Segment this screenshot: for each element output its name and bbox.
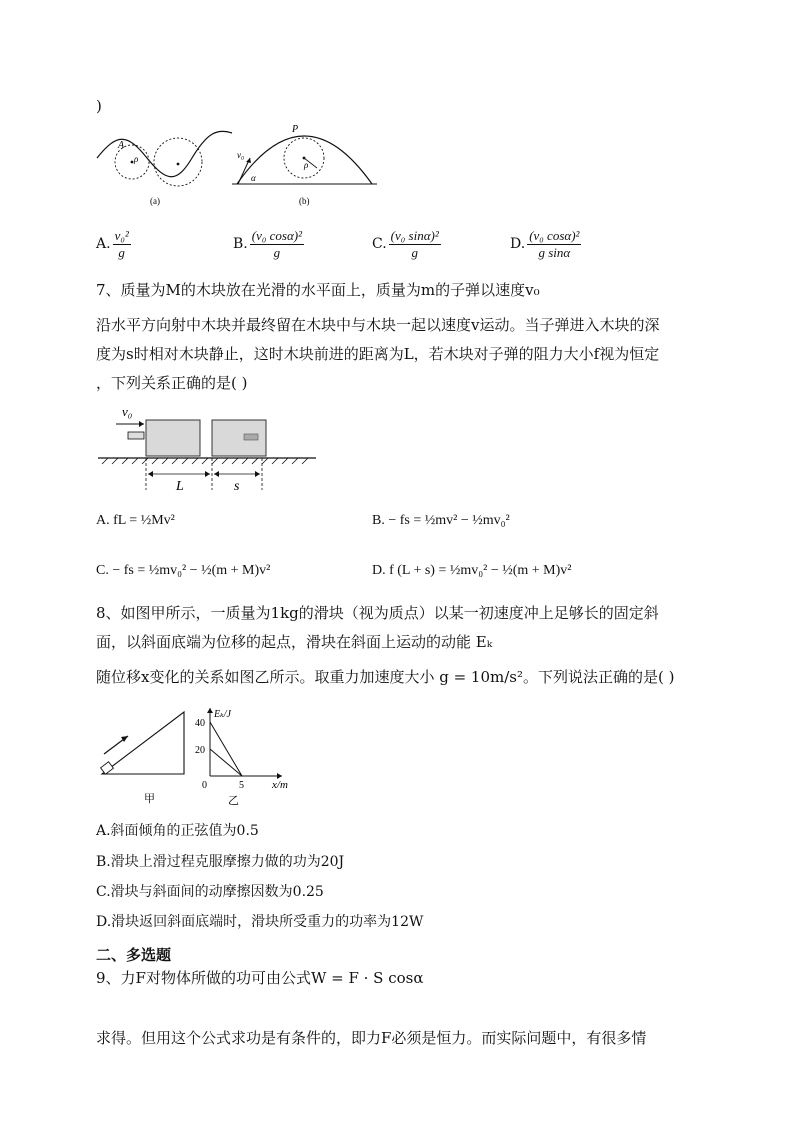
fig-v0-label: v₀ <box>122 404 133 419</box>
option-label: C. <box>372 236 387 252</box>
y-axis-label: Eₖ/J <box>214 709 231 720</box>
y-tick-20: 20 <box>195 745 205 756</box>
q7-option-a[interactable]: A. fL = ½Mv² <box>96 513 175 528</box>
option-label: B. <box>233 236 248 252</box>
slider-block <box>101 762 114 774</box>
q8-figure <box>94 702 324 814</box>
bullet-shape <box>128 432 144 439</box>
fraction-numerator: (v₀ cosα)² <box>251 227 302 243</box>
section-title: 二、多选题 <box>96 946 172 964</box>
q7-stem-line1: 7、质量为M的木块放在光滑的水平面上，质量为m的子弹以速度v₀ <box>96 281 540 299</box>
fraction-numerator: (v₀ sinα)² <box>390 227 439 243</box>
q6-option-d[interactable] <box>510 224 583 264</box>
q7-stem-line3: 度为s时相对木块静止，这时木块前进的距离为L，若木块对子弹的阻力大小f视为恒定 <box>96 345 660 363</box>
q6-figure <box>92 118 392 208</box>
x-axis-label: x/m <box>272 779 288 791</box>
caption-yi: 乙 <box>228 795 239 807</box>
q8-stem-line2: 面，以斜面底端为位移的起点，滑块在斜面上运动的动能 Eₖ <box>96 633 493 651</box>
q7-option-d[interactable]: D. f (L + s) = ½mv₀² − ½(m + M)v² <box>372 563 572 578</box>
q8-stem-line3: 随位移x变化的关系如图乙所示。取重力加速度大小 g = 10m/s²。下列说法正确的是( ) <box>96 668 675 686</box>
q7-figure <box>94 402 324 494</box>
fig-b-caption: (b) <box>299 196 310 206</box>
ek-line-down <box>210 749 242 776</box>
q6-option-b[interactable] <box>233 224 306 264</box>
fraction-denominator: g <box>118 244 125 260</box>
x-tick-0: 0 <box>202 780 207 791</box>
fig-b-v0-label: v₀ <box>237 150 245 160</box>
fig-b-point-label: P <box>292 124 299 135</box>
fig-b-alpha-label: α <box>251 173 256 183</box>
fig-a-rho-label: ρ <box>134 154 139 164</box>
q8-option-a[interactable]: A.斜面倾角的正弦值为0.5 <box>96 823 259 839</box>
fig-b-rho-label: ρ <box>304 160 309 170</box>
fig-s-label: s <box>234 479 240 494</box>
fig-a-caption: (a) <box>150 196 160 206</box>
y-tick-40: 40 <box>195 718 205 729</box>
prev-question-fragment: ) <box>96 97 102 115</box>
q9-stem-line1: 9、力F对物体所做的功可由公式W = F · S cosα <box>96 969 424 987</box>
fraction-denominator: g <box>411 244 418 260</box>
caption-jia: 甲 <box>144 793 155 805</box>
fraction-denominator: g <box>273 244 281 260</box>
q8-option-d[interactable]: D.滑块返回斜面底端时，滑块所受重力的功率为12W <box>96 914 424 930</box>
fraction-denominator: g sinα <box>538 244 571 260</box>
q8-option-c[interactable]: C.滑块与斜面间的动摩擦因数为0.25 <box>96 884 324 900</box>
q7-option-b[interactable]: B. − fs = ½mv² − ½mv₀² <box>372 513 510 528</box>
fig-L-label: L <box>176 479 184 494</box>
fraction-numerator: (v₀ cosα)² <box>529 227 580 243</box>
q9-stem-line2: 求得。但用这个公式求功是有条件的，即力F必须是恒力。而实际问题中，有很多情 <box>96 1029 647 1047</box>
ek-line-up <box>210 722 242 776</box>
q6-option-c[interactable] <box>372 224 443 264</box>
q7-stem-line2: 沿水平方向射中木块并最终留在木块中与木块一起以速度v运动。当子弹进入木块的深 <box>96 316 660 334</box>
x-tick-5: 5 <box>239 780 244 791</box>
incline-shape <box>102 712 184 774</box>
q7-option-c[interactable]: C. − fs = ½mv₀² − ½(m + M)v² <box>96 563 271 578</box>
block-before <box>146 420 200 456</box>
option-label: D. <box>510 236 526 252</box>
fraction-numerator: v₀² <box>114 227 129 243</box>
fig-a-point-label: A <box>118 140 125 151</box>
q8-stem-line1: 8、如图甲所示，一质量为1kg的滑块（视为质点）以某一初速度冲上足够长的固定斜 <box>96 604 659 622</box>
option-label: A. <box>96 236 111 252</box>
q6-option-a[interactable] <box>96 224 133 264</box>
q8-option-b[interactable]: B.滑块上滑过程克服摩擦力做的功为20J <box>96 854 345 870</box>
q7-stem-line4: ，下列关系正确的是( ) <box>96 374 248 392</box>
